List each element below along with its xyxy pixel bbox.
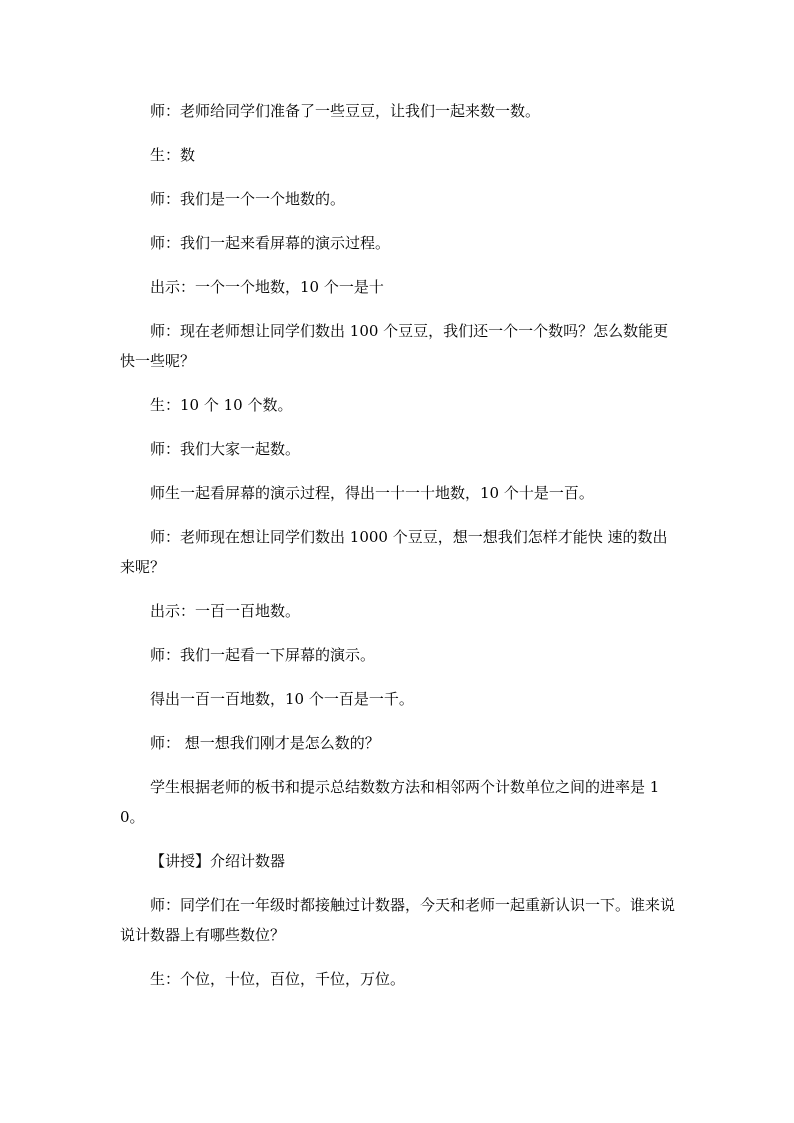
section-heading: 【讲授】介绍计数器 [150, 852, 286, 870]
paragraph: 得出一百一百地数，10 个一百是一千。 [150, 690, 414, 708]
paragraph: 生：数 [150, 146, 196, 164]
document-body [120, 96, 680, 994]
paragraph: 生：个位，十位，百位，千位，万位。 [150, 970, 406, 988]
paragraph: 生：10 个 10 个数。 [150, 396, 293, 414]
paragraph: 师：我们大家一起数。 [150, 440, 301, 458]
paragraph: 师： 想一想我们刚才是怎么数的？ [150, 734, 380, 752]
paragraph: 师：我们一起来看屏幕的演示过程。 [150, 234, 391, 252]
paragraph: 师：我们一起看一下屏幕的演示。 [150, 646, 376, 664]
paragraph: 师生一起看屏幕的演示过程，得出一十一十地数，10 个十是一百。 [150, 484, 594, 502]
paragraph: 师：我们是一个一个地数的。 [150, 190, 346, 208]
paragraph: 学生根据老师的板书和提示总结数数方法和相邻两个计数单位之间的进率是 10。 [120, 778, 660, 826]
paragraph: 出示：一个一个地数，10 个一是十 [150, 278, 384, 296]
paragraph: 师：老师现在想让同学们数出 1000 个豆豆，想一想我们怎样才能快 速的数出来呢？ [120, 528, 668, 576]
paragraph: 出示：一百一百地数。 [150, 602, 301, 620]
paragraph: 师：老师给同学们准备了一些豆豆，让我们一起来数一数。 [150, 102, 541, 120]
paragraph: 师：同学们在一年级时都接触过计数器，今天和老师一起重新认识一下。谁来说说计数器上有哪些数位？ [120, 896, 676, 944]
paragraph: 师：现在老师想让同学们数出 100 个豆豆，我们还一个一个数吗？怎么数能更快一些呢？ [120, 322, 669, 370]
